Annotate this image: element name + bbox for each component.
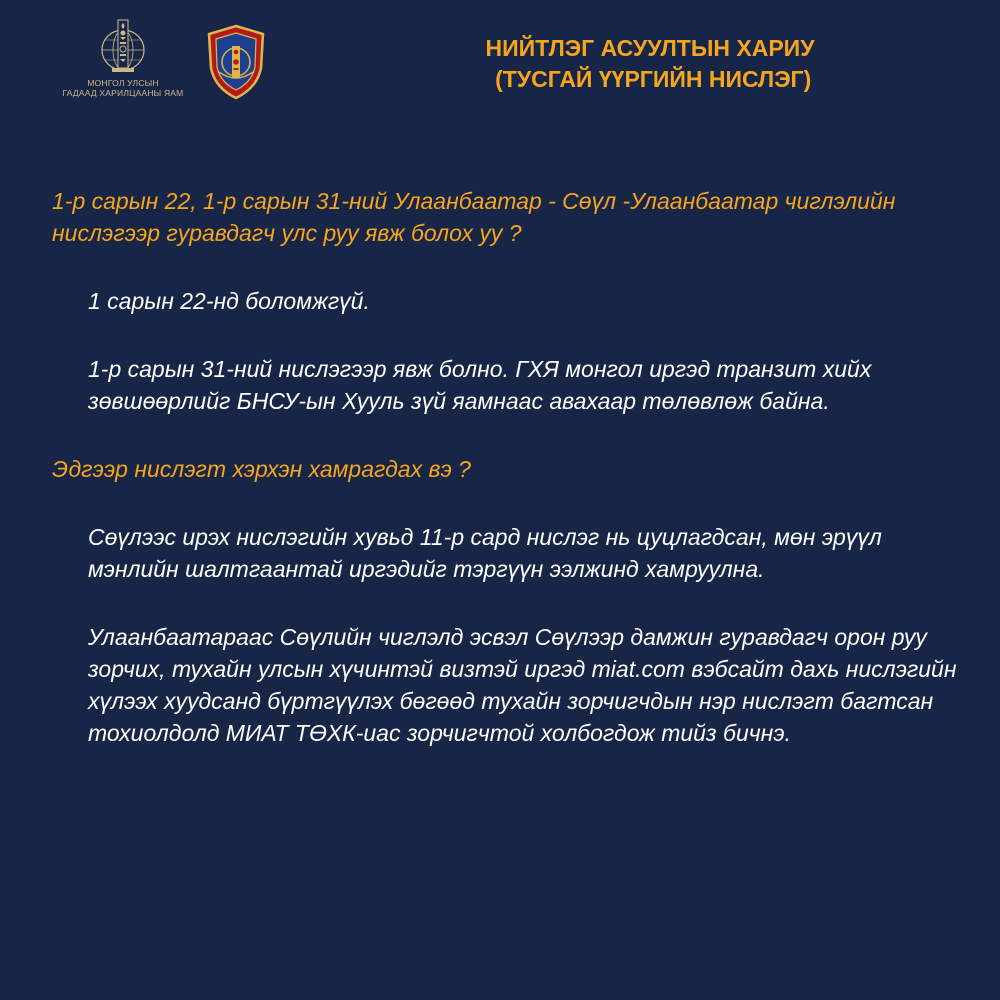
faq-content — [52, 185, 982, 749]
faq-question: Эдгээр нислэгт хэрхэн хамрагдах вэ ? — [52, 456, 471, 482]
faq-answer: 1 сарын 22-нд боломжгүй. — [88, 288, 370, 314]
ministry-logo-text: МОНГОЛ УЛСЫН ГАДААД ХАРИЛЦААНЫ ЯАМ — [62, 78, 184, 98]
agency-shield-icon — [205, 24, 267, 100]
faq-question: 1-р сарын 22, 1-р сарын 31-ний Улаанбаатар - Сөүл -Улаанбаатар чиглэлийн нислэгээр гуравдагч улс руу явж болох уу ? — [52, 188, 896, 246]
faq-answer: Улаанбаатараас Сөүлийн чиглэлд эсвэл Сөүлээр дамжин гуравдагч орон руу зорчих, тухайн улсын хүчинтэй визтэй иргэд miat.com вэбсайт дахь нислэгийн хүлээх хуудсанд бүртгүүлэх бөгөөд тухайн зорчигчдын нэр нислэгт багтсан тохиолдолд МИАТ ТӨХК-иас зорчигчтой холбогдож тийз бичнэ. — [88, 624, 957, 746]
soyombo-globe-icon — [98, 18, 148, 76]
faq-answer: 1-р сарын 31-ний нислэгээр явж болно. ГХЯ монгол иргэд транзит хийх зөвшөөрлийг БНСУ-ын Хууль зүй яамнаас авахаар төлөвлөж байна. — [88, 356, 872, 414]
header — [0, 0, 1000, 130]
faq-answer: Сөүлээс ирэх нислэгийн хувьд 11-р сард нислэг нь цуцлагдсан, мөн эрүүл мэнлийн шалтгаантай иргэдийг тэргүүн ээлжинд хамруулна. — [88, 524, 882, 582]
ministry-logo — [58, 18, 188, 108]
page-title: НИЙТЛЭГ АСУУЛТЫН ХАРИУ (ТУСГАЙ ҮҮРГИЙН НИСЛЭГ) — [485, 35, 815, 92]
